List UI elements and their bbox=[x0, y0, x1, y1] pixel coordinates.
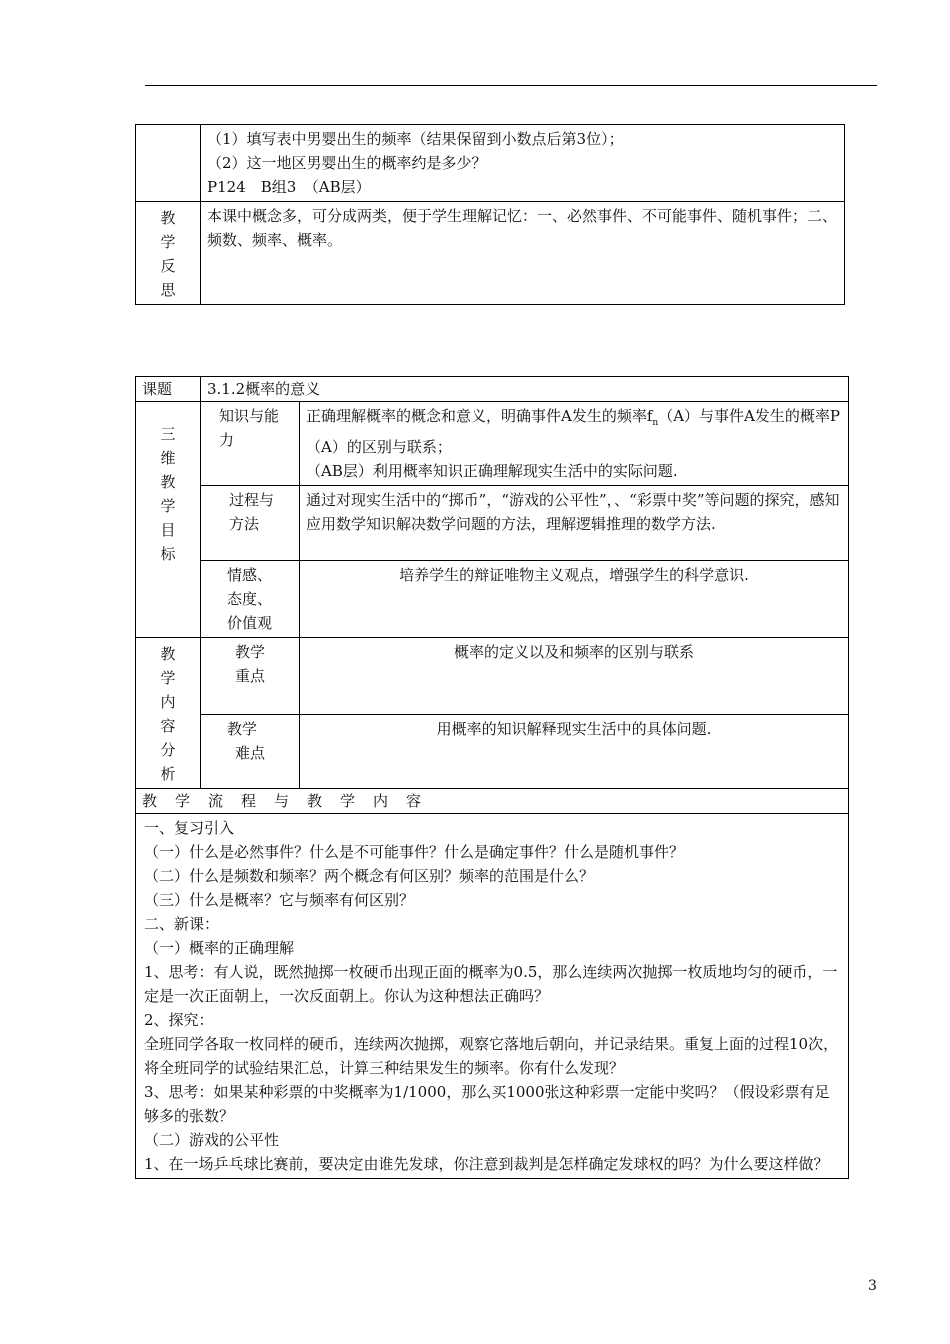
body-line: （一）概率的正确理解 bbox=[144, 939, 295, 957]
difficult-label: 教学 难点 bbox=[201, 714, 300, 788]
reflection-text: 本课中概念多，可分成两类，便于学生理解记忆：一、必然事件、不可能事件、随机事件；二、频数、频率、概率。 bbox=[201, 202, 845, 305]
body-line: 二、新课： bbox=[144, 915, 220, 933]
attitude-text: 培养学生的辩证唯物主义观点，增强学生的科学意识. bbox=[300, 561, 849, 638]
task-line-3: P124 B组3 （AB层） bbox=[207, 178, 371, 196]
task-line-2: （2）这一地区男婴出生的概率约是多少？ bbox=[207, 154, 487, 172]
topic-value: 3.1.2概率的意义 bbox=[201, 377, 849, 402]
knowledge-text-1: 正确理解概率的概念和意义，明确事件A发生的频率$f_n(A)$与事件A发生的概率P（A）的区别与联系； bbox=[306, 407, 840, 456]
knowledge-text bbox=[300, 402, 849, 486]
body-line: （一）什么是必然事件？什么是不可能事件？什么是确定事件？什么是随机事件？ bbox=[144, 843, 685, 861]
tasks-cell bbox=[201, 125, 845, 202]
process-text: 通过对现实生活中的“掷币”，“游戏的公平性”，、“彩票中奖”等问题的探究，感知应用数学知识解决数学问题的方法，理解逻辑推理的数学方法. bbox=[300, 486, 849, 561]
body-line: 3、思考：如果某种彩票的中奖概率为1/1000，那么买1000张这种彩票一定能中奖吗？（假设彩票有足够多的张数？ bbox=[144, 1083, 830, 1125]
body-line: 1、在一场乒乓球比赛前，要决定由谁先发球，你注意到裁判是怎样确定发球权的吗？为什么要这样做？ bbox=[144, 1155, 829, 1173]
body-line: 全班同学各取一枚同样的硬币，连续两次抛掷，观察它落地后朝向，并记录结果。重复上面的过程10次，将全班同学的试验结果汇总，计算三种结果发生的频率。你有什么发现？ bbox=[144, 1035, 839, 1077]
body-line: 1、思考：有人说，既然抛掷一枚硬币出现正面的概率为0.5，那么连续两次抛掷一枚质地均匀的硬币，一定是一次正面朝上，一次反面朝上。你认为这种想法正确吗？ bbox=[144, 963, 838, 1005]
attitude-label: 情感、 态度、 价值观 bbox=[201, 561, 300, 638]
topic-label: 课题 bbox=[136, 377, 201, 402]
body-line: （二）什么是频数和频率？两个概念有何区别？频率的范围是什么？ bbox=[144, 867, 595, 885]
key-label: 教学 重点 bbox=[201, 638, 300, 715]
body-line: （二）游戏的公平性 bbox=[144, 1131, 280, 1149]
key-text: 概率的定义以及和频率的区别与联系 bbox=[300, 638, 849, 715]
flow-header: 教学流程与教学内容 bbox=[136, 789, 849, 814]
task-line-1: （1）填写表中男婴出生的频率（结果保留到小数点后第3位）； bbox=[207, 130, 624, 148]
reflection-label: 教 学 反 思 bbox=[136, 202, 201, 305]
content-label: 教 学 内 容 分 析 bbox=[136, 638, 201, 789]
knowledge-label: 知识与能力 bbox=[201, 402, 300, 486]
header-rule bbox=[145, 85, 877, 86]
page-number: 3 bbox=[868, 1278, 877, 1294]
difficult-text: 用概率的知识解释现实生活中的具体问题. bbox=[300, 714, 849, 788]
empty-label-cell bbox=[136, 125, 201, 202]
knowledge-text-2: （AB层）利用概率知识正确理解现实生活中的实际问题. bbox=[306, 462, 678, 480]
body-line: 一、复习引入 bbox=[144, 819, 235, 837]
lesson-table bbox=[135, 376, 849, 1179]
body-line: （三）什么是概率？它与频率有何区别？ bbox=[144, 891, 415, 909]
goals-label: 三 维 教 学 目 标 bbox=[136, 402, 201, 638]
top-table bbox=[135, 124, 845, 305]
process-label: 过程与方法 bbox=[201, 486, 300, 561]
lesson-body bbox=[136, 814, 849, 1179]
body-line: 2、探究： bbox=[144, 1011, 214, 1029]
